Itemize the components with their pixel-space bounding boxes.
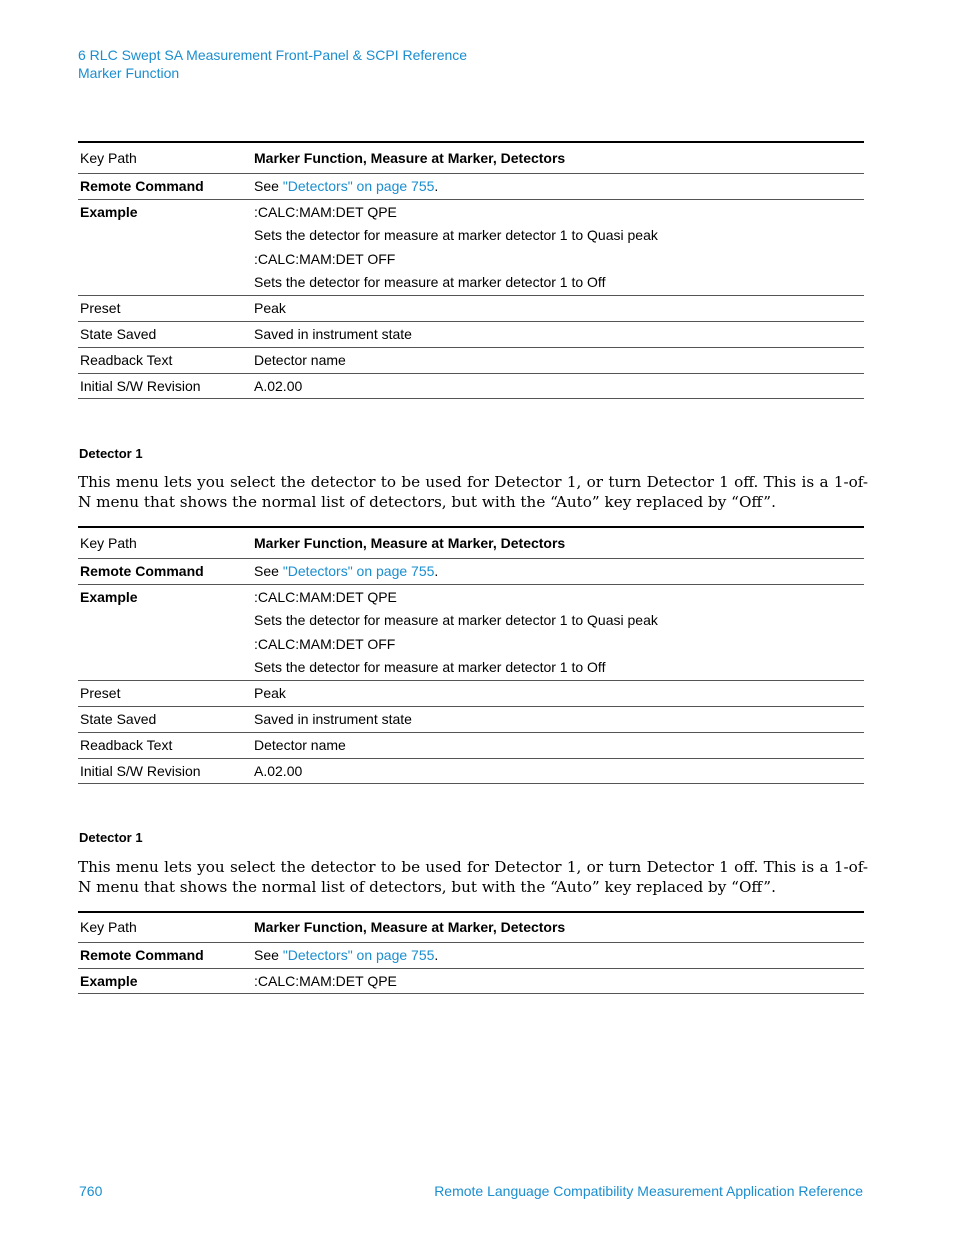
initial-revision-label: Initial S/W Revision — [78, 373, 252, 398]
key-path-value: Marker Function, Measure at Marker, Detectors — [252, 142, 864, 173]
key-path-label: Key Path — [78, 527, 252, 558]
remote-command-value: See "Detectors" on page 755. — [252, 558, 864, 584]
readback-text-label: Readback Text — [78, 732, 252, 758]
key-path-value: Marker Function, Measure at Marker, Detectors — [252, 912, 864, 942]
key-table-1 — [78, 141, 864, 399]
remote-command-label: Remote Command — [78, 173, 252, 199]
preset-label: Preset — [78, 295, 252, 321]
state-saved-value: Saved in instrument state — [252, 321, 864, 347]
detectors-link[interactable]: "Detectors" on page 755 — [282, 178, 435, 194]
state-saved-label: State Saved — [78, 706, 252, 732]
key-path-label: Key Path — [78, 142, 252, 173]
remote-command-label: Remote Command — [78, 942, 252, 968]
example-value: :CALC:MAM:DET QPE Sets the detector for measure at marker detector 1 to Quasi peak :CALC:MAM:DET OFF Sets the detector for measure at marker detector 1 to Off — [252, 199, 864, 295]
section-body: This menu lets you select the detector to be used for Detector 1, or turn Detector 1 off. This is a 1-of-N menu that shows the normal list of detectors, but with the “Auto” key replaced by “Off”. — [78, 473, 868, 511]
initial-revision-value: A.02.00 — [252, 373, 864, 398]
section-heading: Detector 1 — [79, 830, 143, 845]
example-value: :CALC:MAM:DET QPE Sets the detector for measure at marker detector 1 to Quasi peak :CALC:MAM:DET OFF Sets the detector for measure at marker detector 1 to Off — [252, 584, 864, 680]
key-path-value: Marker Function, Measure at Marker, Detectors — [252, 527, 864, 558]
chapter-header: 6 RLC Swept SA Measurement Front-Panel & SCPI Reference — [78, 47, 468, 63]
example-label: Example — [78, 968, 252, 993]
initial-revision-value: A.02.00 — [252, 758, 864, 783]
key-table-2 — [78, 526, 864, 784]
example-value: :CALC:MAM:DET QPE — [252, 968, 864, 993]
state-saved-label: State Saved — [78, 321, 252, 347]
readback-text-value: Detector name — [252, 732, 864, 758]
example-label: Example — [78, 199, 252, 295]
preset-label: Preset — [78, 680, 252, 706]
section-body: This menu lets you select the detector to be used for Detector 1, or turn Detector 1 off. This is a 1-of-N menu that shows the normal list of detectors, but with the “Auto” key replaced by “Off”. — [78, 858, 868, 896]
readback-text-label: Readback Text — [78, 347, 252, 373]
remote-command-label: Remote Command — [78, 558, 252, 584]
preset-value: Peak — [252, 295, 864, 321]
page-number: 760 — [79, 1183, 103, 1199]
remote-command-value: See "Detectors" on page 755. — [252, 942, 864, 968]
key-table-3 — [78, 911, 864, 994]
preset-value: Peak — [252, 680, 864, 706]
section-heading: Detector 1 — [79, 446, 143, 461]
example-label: Example — [78, 584, 252, 680]
readback-text-value: Detector name — [252, 347, 864, 373]
remote-command-value: See "Detectors" on page 755. — [252, 173, 864, 199]
state-saved-value: Saved in instrument state — [252, 706, 864, 732]
detectors-link[interactable]: "Detectors" on page 755 — [282, 947, 435, 963]
key-path-label: Key Path — [78, 912, 252, 942]
initial-revision-label: Initial S/W Revision — [78, 758, 252, 783]
section-header: Marker Function — [78, 65, 180, 81]
detectors-link[interactable]: "Detectors" on page 755 — [282, 563, 435, 579]
footer-doc-title: Remote Language Compatibility Measurement Application Reference — [434, 1183, 863, 1199]
